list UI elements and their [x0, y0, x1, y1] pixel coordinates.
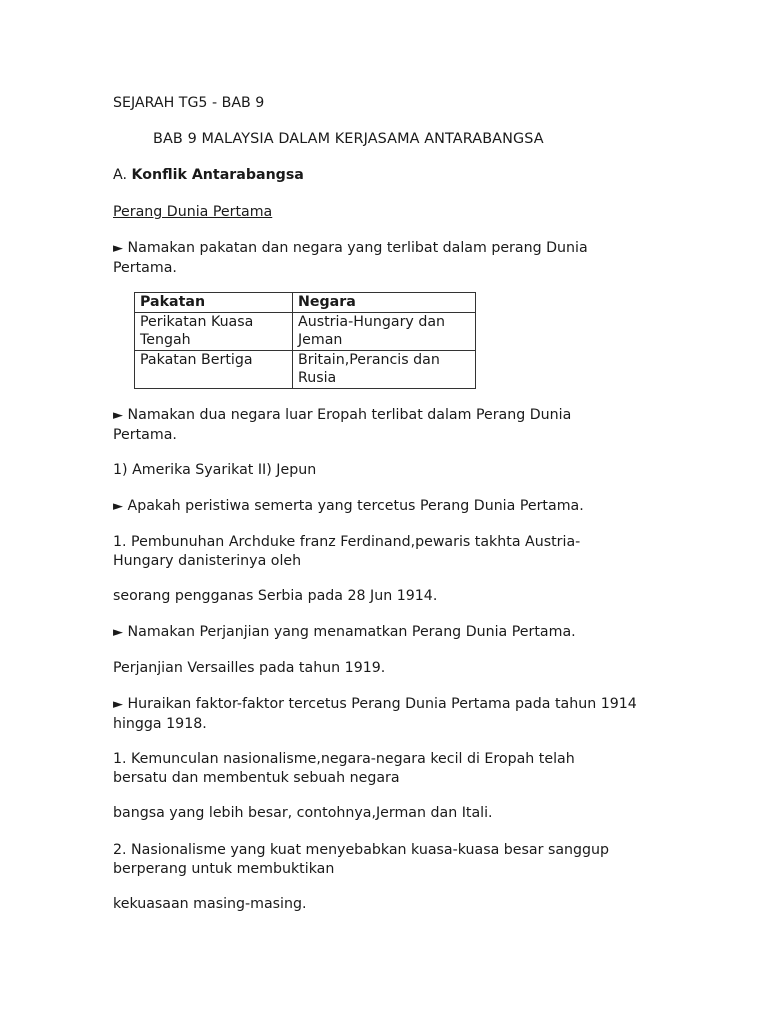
document-header: SEJARAH TG5 - BAB 9	[113, 95, 265, 111]
section-a-prefix: A.	[113, 167, 132, 183]
table-header-negara: Negara	[293, 293, 476, 313]
answer-5-point-1-line-1: 1. Kemunculan nasionalisme,negara-negara kecil di Eropah telah bersatu dan membentuk sebuah negara	[113, 751, 575, 786]
table-header-pakatan: Pakatan	[135, 293, 293, 313]
question-2	[113, 406, 638, 444]
table-row	[135, 312, 476, 350]
section-a-heading	[113, 166, 653, 185]
pakatan-table	[134, 292, 476, 389]
question-3-text: Apakah peristiwa semerta yang tercetus Perang Dunia Pertama.	[127, 498, 584, 514]
answer-5-point-1-line-2: bangsa yang lebih besar, contohnya,Jerman dan Itali.	[113, 805, 493, 821]
answer-5-point-2-line-2: kekuasaan masing-masing.	[113, 896, 307, 912]
answer-2: 1) Amerika Syarikat II) Jepun	[113, 462, 317, 478]
answer-4: Perjanjian Versailles pada tahun 1919.	[113, 660, 386, 676]
arrow-icon: ►	[113, 625, 123, 640]
question-5	[113, 695, 648, 733]
question-1	[113, 239, 638, 277]
answer-3-line-1: 1. Pembunuhan Archduke franz Ferdinand,pewaris takhta Austria-Hungary danisterinya oleh	[113, 534, 581, 569]
table-cell: Perikatan Kuasa Tengah	[135, 312, 293, 350]
table-header-row	[135, 293, 476, 313]
subheading-perang-dunia-pertama: Perang Dunia Pertama	[113, 204, 273, 220]
table-cell: Austria-Hungary dan Jeman	[293, 312, 476, 350]
arrow-icon: ►	[113, 499, 123, 514]
answer-5-point-2-line-1: 2. Nasionalisme yang kuat menyebabkan kuasa-kuasa besar sanggup berperang untuk membuktikan	[113, 842, 610, 877]
arrow-icon: ►	[113, 408, 123, 423]
question-4-text: Namakan Perjanjian yang menamatkan Perang Dunia Pertama.	[127, 624, 576, 640]
table-row	[135, 350, 476, 388]
arrow-icon: ►	[113, 241, 123, 256]
section-a-label: Konflik Antarabangsa	[131, 167, 304, 183]
question-4	[113, 623, 653, 643]
question-3	[113, 497, 653, 517]
arrow-icon: ►	[113, 697, 123, 712]
chapter-title: BAB 9 MALAYSIA DALAM KERJASAMA ANTARABANGSA	[153, 131, 544, 147]
answer-3-line-2: seorang pengganas Serbia pada 28 Jun 1914.	[113, 588, 438, 604]
question-1-text: Namakan pakatan dan negara yang terlibat dalam perang Dunia Pertama.	[113, 240, 588, 276]
question-2-text: Namakan dua negara luar Eropah terlibat dalam Perang Dunia Pertama.	[113, 407, 572, 443]
table-cell: Britain,Perancis dan Rusia	[293, 350, 476, 388]
question-5-text: Huraikan faktor-faktor tercetus Perang Dunia Pertama pada tahun 1914 hingga 1918.	[113, 696, 637, 732]
table-cell: Pakatan Bertiga	[135, 350, 293, 388]
